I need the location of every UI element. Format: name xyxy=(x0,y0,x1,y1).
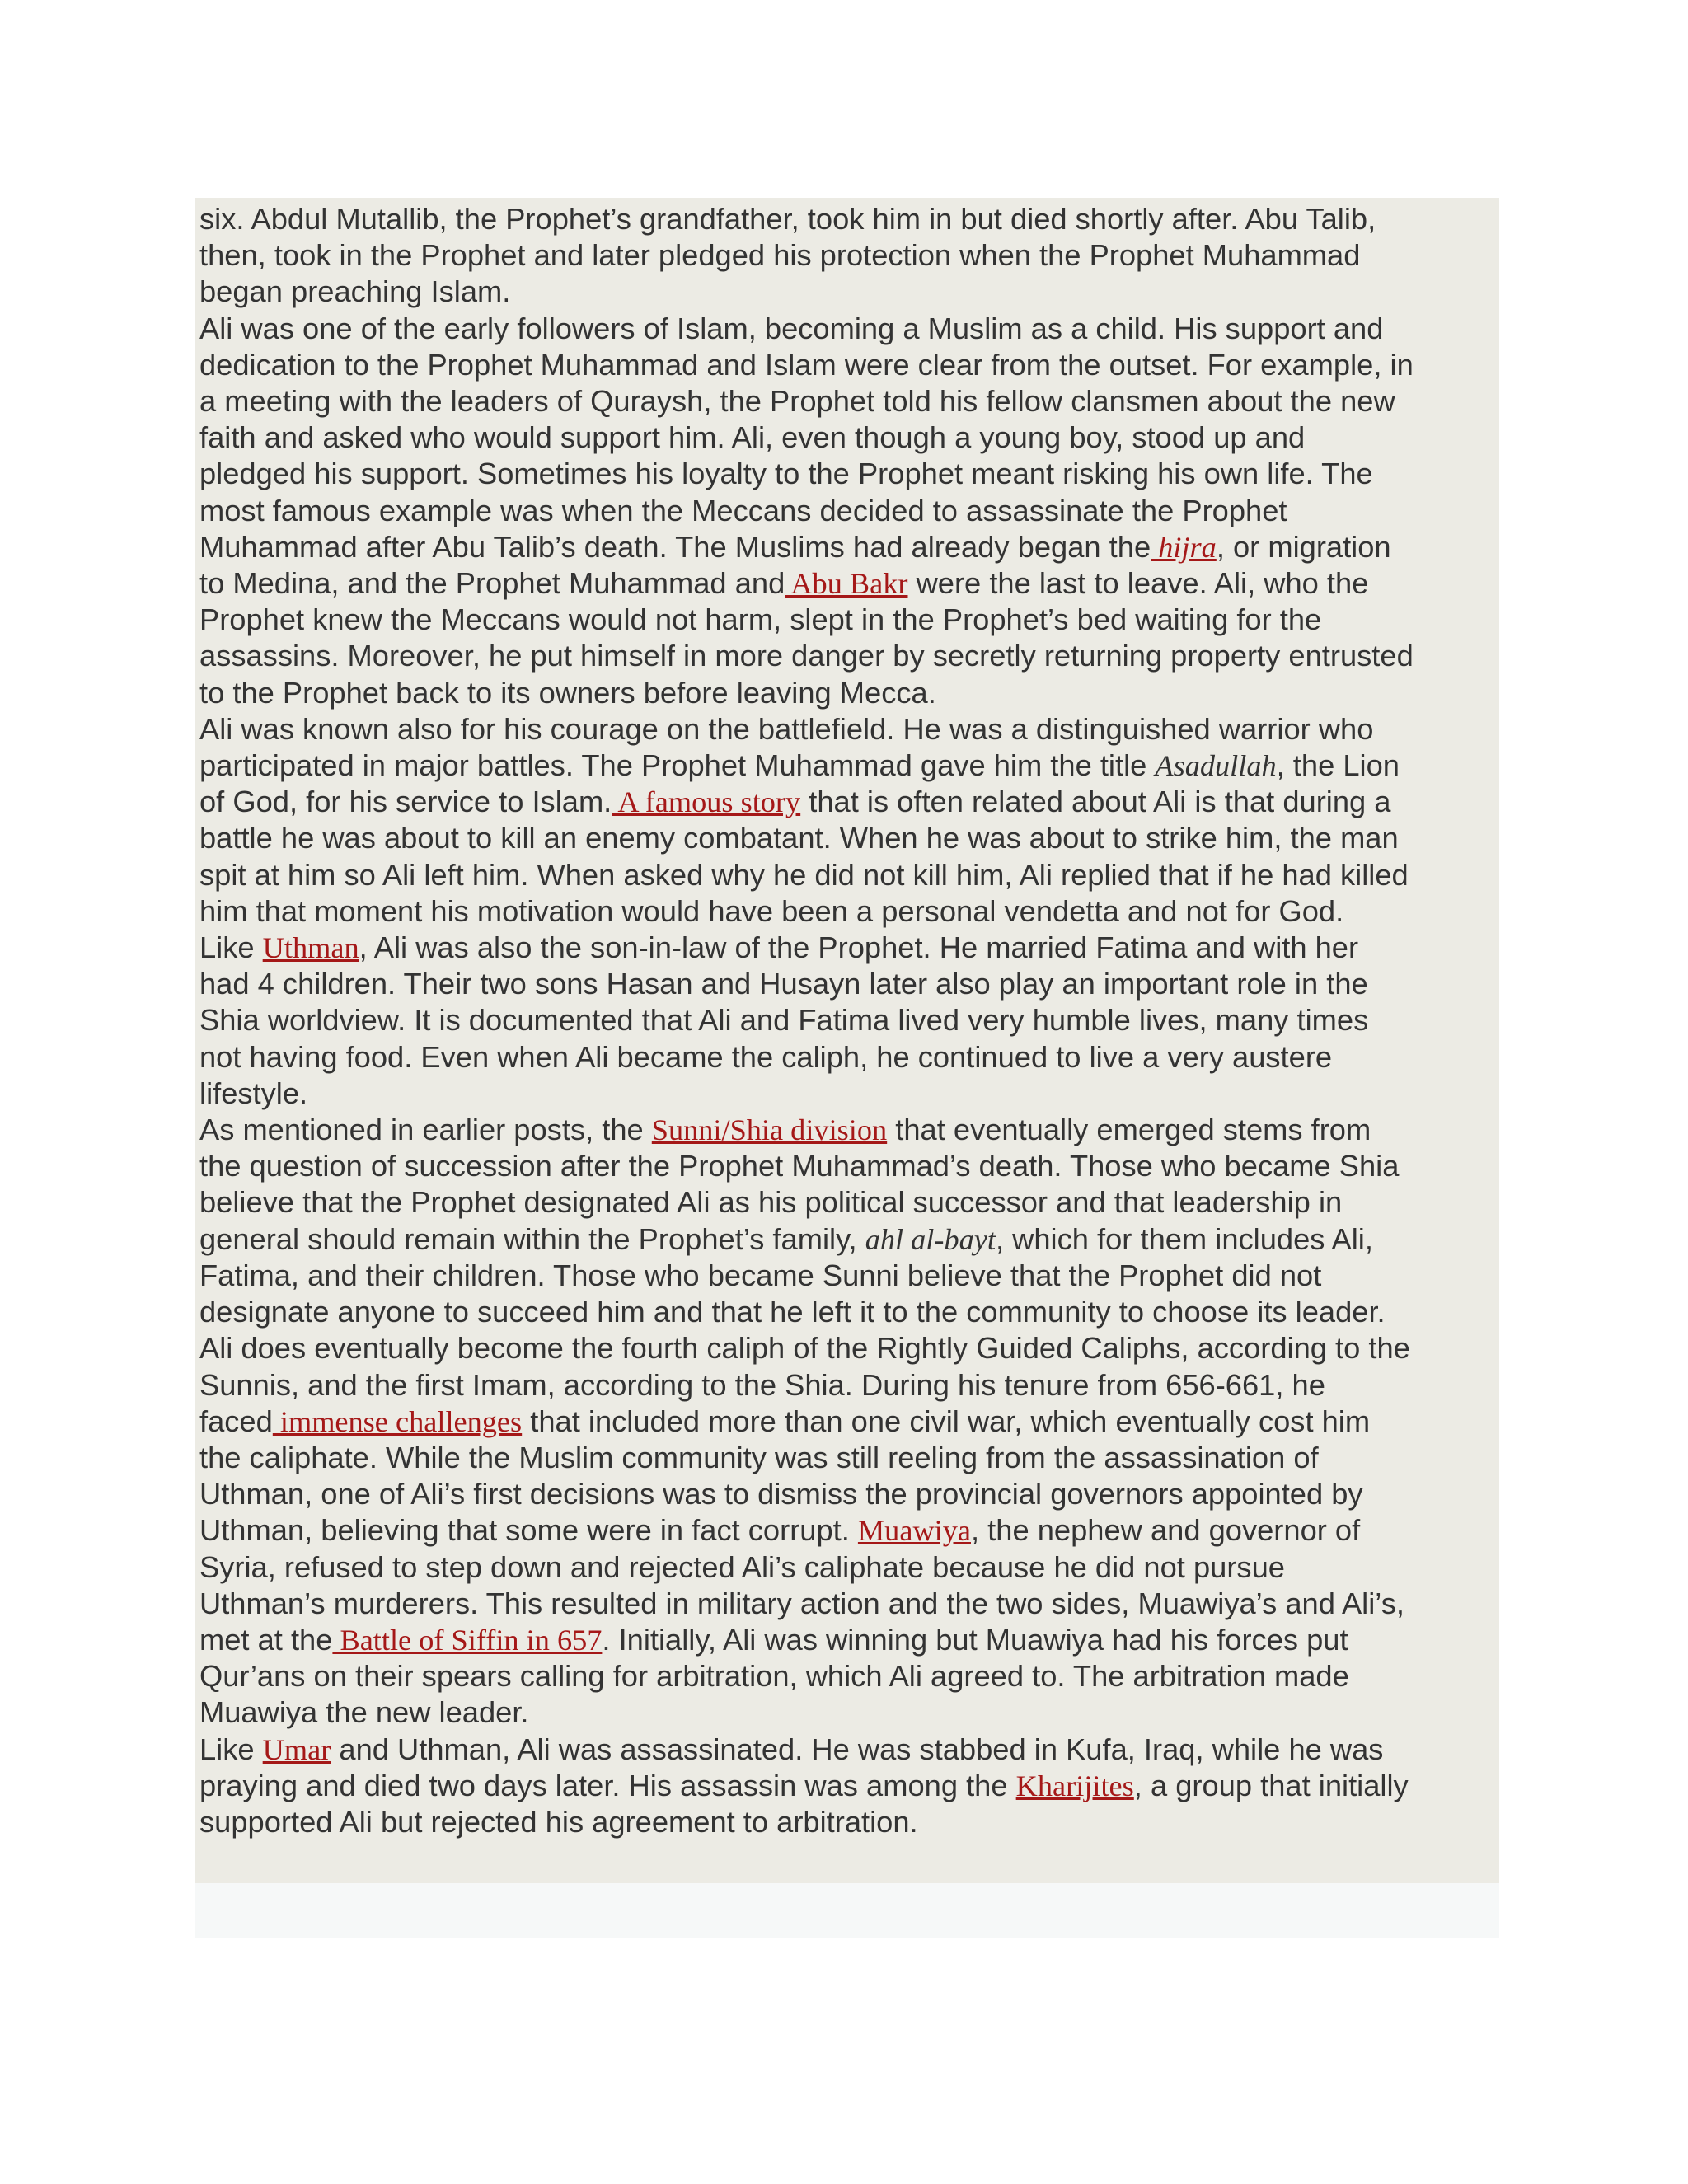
paragraph-text: , which for them includes Ali, Fatima, and their children. Those who became Sunni believe that the Prophet did not designate anyone to succeed him and that he left it to the community to choose its leader. Ali does eventually become the fourth caliph of the Rightly Guided Caliphs, according to the Sunnis, and the first Imam, according to the Shia. During his tenure from 656-661, he faced xyxy=(199,1221,1410,1438)
paragraph-text: Ali was known also for his courage on the battlefield. He was a distinguished warrior who participated in major battles. The Prophet Muhammad gave him the title xyxy=(199,711,1374,783)
paragraph-text: that included more than one civil war, which eventually cost him the caliphate. While the Muslim community was still reeling from the assassination of Uthman, one of Ali’s first decisions was to dismiss the provincial governors appointed by Uthman, believing that some were in fact corrupt. xyxy=(199,1404,1371,1548)
paragraph-text: , the nephew and governor of Syria, refused to step down and rejected Ali’s caliphate because he did not pursue Uthman’s murderers. This resulted in military action and the two sides, Muawiya’s and Ali’s, met at the xyxy=(199,1513,1404,1657)
battle-of-siffin-link[interactable]: Battle of Siffin in 657 xyxy=(332,1623,603,1657)
paragraph-assassination xyxy=(199,1732,1495,1841)
bottom-strip xyxy=(195,1883,1499,1938)
famous-story-link[interactable]: A famous story xyxy=(612,785,801,819)
paragraph-succession xyxy=(199,1112,1495,1731)
paragraph-text: Like xyxy=(199,1732,263,1766)
asadullah-term: Asadullah xyxy=(1155,749,1277,783)
paragraph-text: , a group that initially supported Ali but rejected his agreement to arbitration. xyxy=(199,1768,1409,1839)
sunni-shia-division-link[interactable]: Sunni/Shia division xyxy=(651,1113,888,1147)
abu-bakr-link[interactable]: Abu Bakr xyxy=(785,567,908,601)
paragraph-text: . Initially, Ali was winning but Muawiya had his forces put Qur’ans on their spears calling for arbitration, which Ali agreed to. The arbitration made Muawiya the new leader. xyxy=(199,1622,1349,1730)
paragraph-early-follower xyxy=(199,311,1495,711)
umar-link[interactable]: Umar xyxy=(262,1732,331,1766)
paragraph-text: Like xyxy=(199,930,263,965)
paragraph-text: that eventually emerged stems from the question of succession after the Prophet Muhammad’s death. Those who became Shia believe that the Prophet designated Ali as his political successor and that leadership in general should remain within the Prophet’s family, xyxy=(199,1113,1400,1256)
kharijites-link[interactable]: Kharijites xyxy=(1015,1769,1134,1802)
paragraph-text: and Uthman, Ali was assassinated. He was stabbed in Kufa, Iraq, while he was praying and died two days later. His assassin was among the xyxy=(199,1732,1384,1802)
paragraph-childhood xyxy=(199,201,1495,311)
paragraph-family xyxy=(199,930,1495,1112)
paragraph-text: As mentioned in earlier posts, the xyxy=(199,1113,652,1147)
paragraph-text: that is often related about Ali is that during a battle he was about to kill an enemy combatant. When he was about to strike him, the man spit at him so Ali left him. When asked why he did not kill him, Ali replied that if he had killed him that moment his motivation would have been a personal vendetta and not for God. xyxy=(199,785,1409,928)
paragraph-text: six. Abdul Mutallib, the Prophet’s grandfather, took him in but died shortly after. Abu Talib, then, took in the Prophet and later pledged his protection when the Prophet Muhammad began preaching Islam. xyxy=(199,202,1376,309)
ahl-al-bayt-term: ahl al-bayt xyxy=(865,1222,996,1256)
muawiya-link[interactable]: Muawiya xyxy=(857,1514,971,1548)
paragraph-text: , Ali was also the son-in-law of the Prophet. He married Fatima and with her had 4 children. Their two sons Hasan and Husayn later also play an important role in the Shia worldview. It is documented that Ali and Fatima lived very humble lives, many times not having food. Even when Ali became the caliph, he continued to live a very austere lifestyle. xyxy=(199,930,1369,1110)
immense-challenges-link[interactable]: immense challenges xyxy=(272,1404,523,1438)
paragraph-text: were the last to leave. Ali, who the Prophet knew the Meccans would not harm, slept in the Prophet’s bed waiting for the assassins. Moreover, he put himself in more danger by secretly returning property entrusted to the Prophet back to its owners before leaving Mecca. xyxy=(199,566,1414,710)
uthman-link[interactable]: Uthman xyxy=(262,931,359,965)
paragraph-text: , or migration to Medina, and the Prophet Muhammad and xyxy=(199,529,1391,601)
paragraph-text: Ali was one of the early followers of Islam, becoming a Muslim as a child. His support and dedication to the Prophet Muhammad and Islam were clear from the outset. For example, in a meeting with the leaders of Quraysh, the Prophet told his fellow clansmen about the new faith and asked who would support him. Ali, even though a young boy, stood up and pledged his support. Sometimes his loyalty to the Prophet meant risking his own life. The most famous example was when the Meccans decided to assassinate the Prophet Muhammad after Abu Talib’s death. The Muslims had already began the xyxy=(199,311,1414,564)
article-text-panel xyxy=(195,198,1499,1883)
paragraph-text: , the Lion of God, for his service to Islam. xyxy=(199,748,1400,819)
paragraph-courage xyxy=(199,711,1495,930)
hijra-link[interactable]: hijra xyxy=(1151,530,1217,564)
